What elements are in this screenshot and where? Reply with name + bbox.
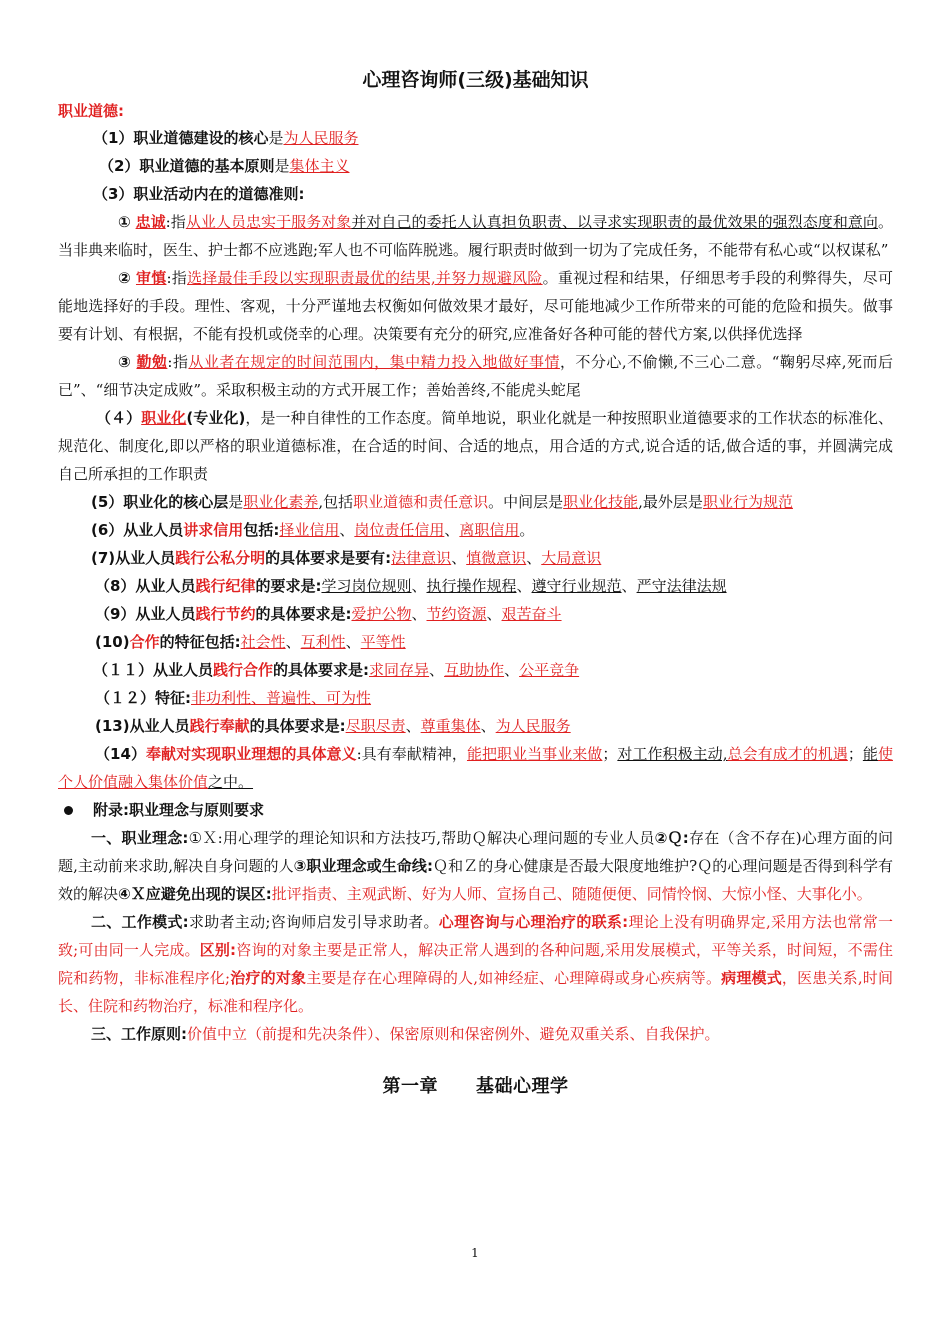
chapter-heading: 第一章 基础心理学 — [382, 1076, 569, 1097]
item-12: （１２）特征:非功利性、普遍性、可为性 — [95, 689, 372, 707]
appendix-heading: 附录:职业理念与原则要求 — [58, 796, 893, 824]
item-7: (7)从业人员践行公私分明的具体要求是要有:法律意识、慎微意识、大局意识 — [91, 549, 602, 567]
principle-loyalty: ① 忠诚:指从业人员忠实于服务对象并对自己的委托人认真担负职责、以寻求实现职责的最优效果的强烈态度和意向。当非典来临时，医生、护士都不应逃跑;军人也不可临阵脱逃。履行职责时做到一切为了完成任务，不能带有私心或“以权谋私” — [58, 213, 893, 259]
item-9: （9）从业人员践行节约的具体要求是:爱护公物、节约资源、艰苦奋斗 — [95, 605, 562, 623]
document-page — [58, 62, 893, 1104]
item-10: (10)合作的特征包括:社会性、互利性、平等性 — [95, 633, 406, 651]
principle-diligence: ③ 勤勉:指从业者在规定的时间范围内，集中精力投入地做好事情，不分心,不偷懒,不三心二意。“鞠躬尽瘁,死而后已”、“细节决定成败”。采取积极主动的方式开展工作；善始善终,不能虎头蛇尾 — [58, 353, 893, 399]
page-number: 1 — [471, 1246, 479, 1260]
item-6: (6）从业人员讲求信用包括:择业信用、岗位责任信用、离职信用。 — [91, 521, 535, 539]
appendix-concept: 一、职业理念:①Ｘ:用心理学的理论知识和方法技巧,帮助Ｑ解决心理问题的专业人员②Ｑ:存在（含不存在)心理方面的问题,主动前来求助,解决自身问题的人③职业理念或生命线:Ｑ和Ｚ的身心健康是否最大限度地维护?Ｑ的心理问题是否得到科学有效的解决④Ｘ应避免出现的误区:批评指责、主观武断、好为人师、宣扬自己、随随便便、同情怜悯、大惊小怪、大事化小。 — [58, 829, 894, 903]
section-heading: 职业道德: — [58, 102, 124, 120]
item-5: (5）职业化的核心层是职业化素养,包括职业道德和责任意识。中间层是职业化技能,最外层是职业行为规范 — [91, 493, 793, 511]
item-11: （１１）从业人员践行合作的具体要求是:求同存异、互助协作、公平竞争 — [93, 661, 580, 679]
item-1: （1）职业道德建设的核心是为人民服务 — [93, 129, 359, 147]
item-3: （3）职业活动内在的道德准则: — [93, 185, 305, 203]
appendix-principles: 三、工作原则:价值中立（前提和先决条件）、保密原则和保密例外、避免双重关系、自我保护。 — [91, 1025, 720, 1043]
item-14: （14）奉献对实现职业理想的具体意义:具有奉献精神，能把职业当事业来做；对工作积极主动,总会有成才的机遇；能使个人价值融入集体价值之中。 — [58, 745, 893, 791]
appendix-work-mode: 二、工作模式:求助者主动;咨询师启发引导求助者。心理咨询与心理治疗的联系:理论上没有明确界定,采用方法也常常一致;可由同一人完成。区别:咨询的对象主要是正常人，解决正常人遇到的各种问题,采用发展模式，平等关系，时间短，不需住院和药物，非标准程序化;治疗的对象主要是存在心理障碍的人,如神经症、心理障碍或身心疾病等。病理模式，医患关系,时间长、住院和药物治疗，标准和程序化。 — [58, 913, 893, 1015]
item-4: （４）职业化(专业化)，是一种自律性的工作态度。简单地说，职业化就是一种按照职业道德要求的工作状态的标准化、规范化、制度化,即以严格的职业道德标准，在合适的时间、合适的地点，用合适的方式,说合适的话,做合适的事，并圆满完成自己所承担的工作职责 — [58, 409, 893, 483]
document-title: 心理咨询师(三级)基础知识 — [362, 69, 589, 91]
item-13: (13)从业人员践行奉献的具体要求是:尽职尽责、尊重集体、为人民服务 — [95, 717, 571, 735]
item-8: （8）从业人员践行纪律的要求是:学习岗位规则、执行操作规程、遵守行业规范、严守法律法规 — [95, 577, 727, 595]
principle-prudence: ② 审慎:指选择最佳手段以实现职责最优的结果,并努力规避风险。重视过程和结果，仔细思考手段的利弊得失，尽可能地选择好的手段。理性、客观，十分严谨地去权衡如何做效果才最好，尽可能地减少工作所带来的可能的危险和损失。做事要有计划、有根据，不能有投机或侥幸的心理。决策要有充分的研究,应准备好各种可能的替代方案,以供择优选择 — [58, 269, 893, 343]
bullet-dot-icon — [64, 806, 73, 815]
item-2: （2）职业道德的基本原则是集体主义 — [99, 157, 350, 175]
